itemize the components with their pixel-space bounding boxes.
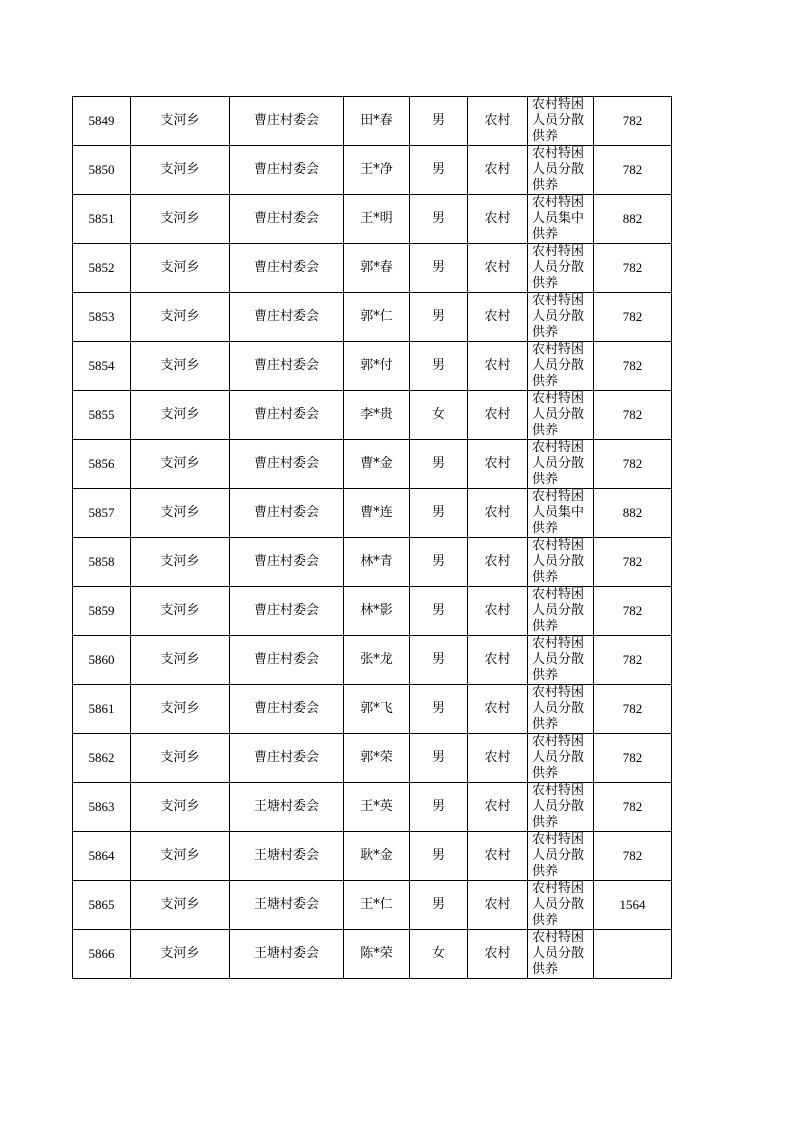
- cell-category: [528, 244, 594, 293]
- category-text: 农村特困人员集中供养: [532, 195, 585, 242]
- table-row: [73, 489, 672, 538]
- cell-amount: 782: [594, 636, 672, 685]
- cell-category: [528, 538, 594, 587]
- cell-category: [528, 930, 594, 979]
- cell-township: 支河乡: [131, 587, 230, 636]
- cell-category: [528, 146, 594, 195]
- cell-gender: 男: [410, 734, 468, 783]
- cell-gender: 男: [410, 636, 468, 685]
- cell-area: 农村: [468, 97, 528, 146]
- cell-category: [528, 783, 594, 832]
- cell-area: 农村: [468, 587, 528, 636]
- cell-area: 农村: [468, 146, 528, 195]
- cell-township: 支河乡: [131, 293, 230, 342]
- cell-category: [528, 636, 594, 685]
- category-text: 农村特困人员分散供养: [532, 930, 585, 977]
- cell-amount: 782: [594, 832, 672, 881]
- cell-village: 曹庄村委会: [230, 342, 344, 391]
- table-row: [73, 342, 672, 391]
- cell-name: 曹*连: [344, 489, 410, 538]
- cell-name: 张*龙: [344, 636, 410, 685]
- category-text: 农村特困人员分散供养: [532, 538, 585, 585]
- cell-category: [528, 734, 594, 783]
- table-row: [73, 587, 672, 636]
- cell-area: 农村: [468, 195, 528, 244]
- cell-area: 农村: [468, 489, 528, 538]
- cell-village: 曹庄村委会: [230, 587, 344, 636]
- cell-township: 支河乡: [131, 489, 230, 538]
- cell-township: 支河乡: [131, 146, 230, 195]
- cell-name: 郭*荣: [344, 734, 410, 783]
- cell-id: 5857: [73, 489, 131, 538]
- cell-name: 王*明: [344, 195, 410, 244]
- cell-id: 5852: [73, 244, 131, 293]
- table-row: [73, 195, 672, 244]
- cell-village: 王塘村委会: [230, 881, 344, 930]
- cell-name: 郭*付: [344, 342, 410, 391]
- cell-name: 耿*金: [344, 832, 410, 881]
- cell-id: 5866: [73, 930, 131, 979]
- cell-gender: 男: [410, 195, 468, 244]
- table-row: [73, 440, 672, 489]
- cell-gender: 男: [410, 97, 468, 146]
- cell-village: 曹庄村委会: [230, 244, 344, 293]
- cell-township: 支河乡: [131, 244, 230, 293]
- category-text: 农村特困人员分散供养: [532, 244, 585, 291]
- cell-category: [528, 342, 594, 391]
- cell-id: 5851: [73, 195, 131, 244]
- cell-area: 农村: [468, 342, 528, 391]
- cell-township: 支河乡: [131, 195, 230, 244]
- cell-gender: 男: [410, 538, 468, 587]
- cell-township: 支河乡: [131, 391, 230, 440]
- cell-area: 农村: [468, 734, 528, 783]
- cell-village: 曹庄村委会: [230, 391, 344, 440]
- cell-gender: 男: [410, 342, 468, 391]
- cell-area: 农村: [468, 538, 528, 587]
- cell-amount: 782: [594, 783, 672, 832]
- cell-area: 农村: [468, 440, 528, 489]
- cell-id: 5855: [73, 391, 131, 440]
- cell-id: 5859: [73, 587, 131, 636]
- cell-amount: 1564: [594, 881, 672, 930]
- cell-name: 王*仁: [344, 881, 410, 930]
- cell-area: 农村: [468, 832, 528, 881]
- cell-id: 5856: [73, 440, 131, 489]
- cell-township: 支河乡: [131, 636, 230, 685]
- category-text: 农村特困人员分散供养: [532, 391, 585, 438]
- cell-township: 支河乡: [131, 538, 230, 587]
- cell-category: [528, 587, 594, 636]
- cell-category: [528, 685, 594, 734]
- cell-area: 农村: [468, 685, 528, 734]
- cell-name: 王*净: [344, 146, 410, 195]
- cell-amount: 882: [594, 489, 672, 538]
- cell-gender: 男: [410, 489, 468, 538]
- cell-amount: 782: [594, 538, 672, 587]
- category-text: 农村特困人员分散供养: [532, 587, 585, 634]
- table-row: [73, 636, 672, 685]
- table-row: [73, 832, 672, 881]
- category-text: 农村特困人员分散供养: [532, 832, 585, 879]
- cell-id: 5860: [73, 636, 131, 685]
- cell-village: 曹庄村委会: [230, 146, 344, 195]
- category-text: 农村特困人员分散供养: [532, 293, 585, 340]
- category-text: 农村特困人员分散供养: [532, 734, 585, 781]
- cell-name: 田*春: [344, 97, 410, 146]
- cell-name: 郭*仁: [344, 293, 410, 342]
- cell-category: [528, 881, 594, 930]
- cell-amount: 782: [594, 391, 672, 440]
- cell-village: 曹庄村委会: [230, 538, 344, 587]
- table-row: [73, 538, 672, 587]
- cell-amount: 782: [594, 293, 672, 342]
- cell-amount: 782: [594, 146, 672, 195]
- cell-village: 曹庄村委会: [230, 636, 344, 685]
- table-body: [73, 97, 672, 979]
- table-row: [73, 293, 672, 342]
- cell-amount: 782: [594, 734, 672, 783]
- cell-gender: 男: [410, 587, 468, 636]
- cell-category: [528, 832, 594, 881]
- cell-amount: 782: [594, 587, 672, 636]
- category-text: 农村特困人员集中供养: [532, 489, 585, 536]
- cell-gender: 男: [410, 685, 468, 734]
- cell-village: 王塘村委会: [230, 783, 344, 832]
- table-row: [73, 97, 672, 146]
- cell-village: 曹庄村委会: [230, 293, 344, 342]
- cell-category: [528, 195, 594, 244]
- category-text: 农村特困人员分散供养: [532, 146, 585, 193]
- category-text: 农村特困人员分散供养: [532, 881, 585, 928]
- cell-id: 5853: [73, 293, 131, 342]
- cell-township: 支河乡: [131, 685, 230, 734]
- table-row: [73, 244, 672, 293]
- cell-category: [528, 440, 594, 489]
- cell-id: 5849: [73, 97, 131, 146]
- cell-township: 支河乡: [131, 342, 230, 391]
- cell-category: [528, 293, 594, 342]
- cell-village: 曹庄村委会: [230, 195, 344, 244]
- cell-township: 支河乡: [131, 881, 230, 930]
- cell-township: 支河乡: [131, 783, 230, 832]
- cell-area: 农村: [468, 391, 528, 440]
- cell-id: 5864: [73, 832, 131, 881]
- cell-gender: 男: [410, 244, 468, 293]
- cell-amount: 782: [594, 342, 672, 391]
- table-row: [73, 783, 672, 832]
- cell-id: 5862: [73, 734, 131, 783]
- category-text: 农村特困人员分散供养: [532, 685, 585, 732]
- cell-village: 曹庄村委会: [230, 685, 344, 734]
- cell-name: 陈*荣: [344, 930, 410, 979]
- cell-id: 5850: [73, 146, 131, 195]
- cell-village: 曹庄村委会: [230, 440, 344, 489]
- cell-amount: 882: [594, 195, 672, 244]
- cell-township: 支河乡: [131, 832, 230, 881]
- cell-amount: 782: [594, 685, 672, 734]
- cell-name: 王*英: [344, 783, 410, 832]
- cell-category: [528, 97, 594, 146]
- cell-amount: [594, 930, 672, 979]
- cell-area: 农村: [468, 636, 528, 685]
- cell-amount: 782: [594, 97, 672, 146]
- cell-township: 支河乡: [131, 440, 230, 489]
- table-row: [73, 391, 672, 440]
- cell-id: 5863: [73, 783, 131, 832]
- cell-village: 曹庄村委会: [230, 734, 344, 783]
- cell-name: 郭*飞: [344, 685, 410, 734]
- cell-township: 支河乡: [131, 97, 230, 146]
- cell-id: 5861: [73, 685, 131, 734]
- cell-amount: 782: [594, 440, 672, 489]
- cell-id: 5858: [73, 538, 131, 587]
- cell-name: 林*青: [344, 538, 410, 587]
- category-text: 农村特困人员分散供养: [532, 342, 585, 389]
- cell-village: 曹庄村委会: [230, 97, 344, 146]
- cell-name: 李*贵: [344, 391, 410, 440]
- cell-area: 农村: [468, 930, 528, 979]
- cell-area: 农村: [468, 293, 528, 342]
- cell-id: 5865: [73, 881, 131, 930]
- cell-area: 农村: [468, 783, 528, 832]
- cell-gender: 女: [410, 930, 468, 979]
- cell-id: 5854: [73, 342, 131, 391]
- cell-area: 农村: [468, 244, 528, 293]
- cell-gender: 男: [410, 881, 468, 930]
- cell-gender: 男: [410, 832, 468, 881]
- cell-name: 郭*春: [344, 244, 410, 293]
- cell-category: [528, 391, 594, 440]
- table-row: [73, 930, 672, 979]
- table-row: [73, 881, 672, 930]
- cell-name: 曹*金: [344, 440, 410, 489]
- cell-amount: 782: [594, 244, 672, 293]
- cell-township: 支河乡: [131, 734, 230, 783]
- cell-gender: 女: [410, 391, 468, 440]
- table-row: [73, 685, 672, 734]
- assistance-table: [72, 96, 672, 979]
- cell-category: [528, 489, 594, 538]
- category-text: 农村特困人员分散供养: [532, 440, 585, 487]
- cell-village: 曹庄村委会: [230, 489, 344, 538]
- cell-name: 林*影: [344, 587, 410, 636]
- cell-township: 支河乡: [131, 930, 230, 979]
- category-text: 农村特困人员分散供养: [532, 783, 585, 830]
- category-text: 农村特困人员分散供养: [532, 97, 585, 144]
- cell-area: 农村: [468, 881, 528, 930]
- table-row: [73, 146, 672, 195]
- cell-village: 王塘村委会: [230, 832, 344, 881]
- table-row: [73, 734, 672, 783]
- cell-gender: 男: [410, 783, 468, 832]
- cell-village: 王塘村委会: [230, 930, 344, 979]
- cell-gender: 男: [410, 440, 468, 489]
- cell-gender: 男: [410, 146, 468, 195]
- cell-gender: 男: [410, 293, 468, 342]
- category-text: 农村特困人员分散供养: [532, 636, 585, 683]
